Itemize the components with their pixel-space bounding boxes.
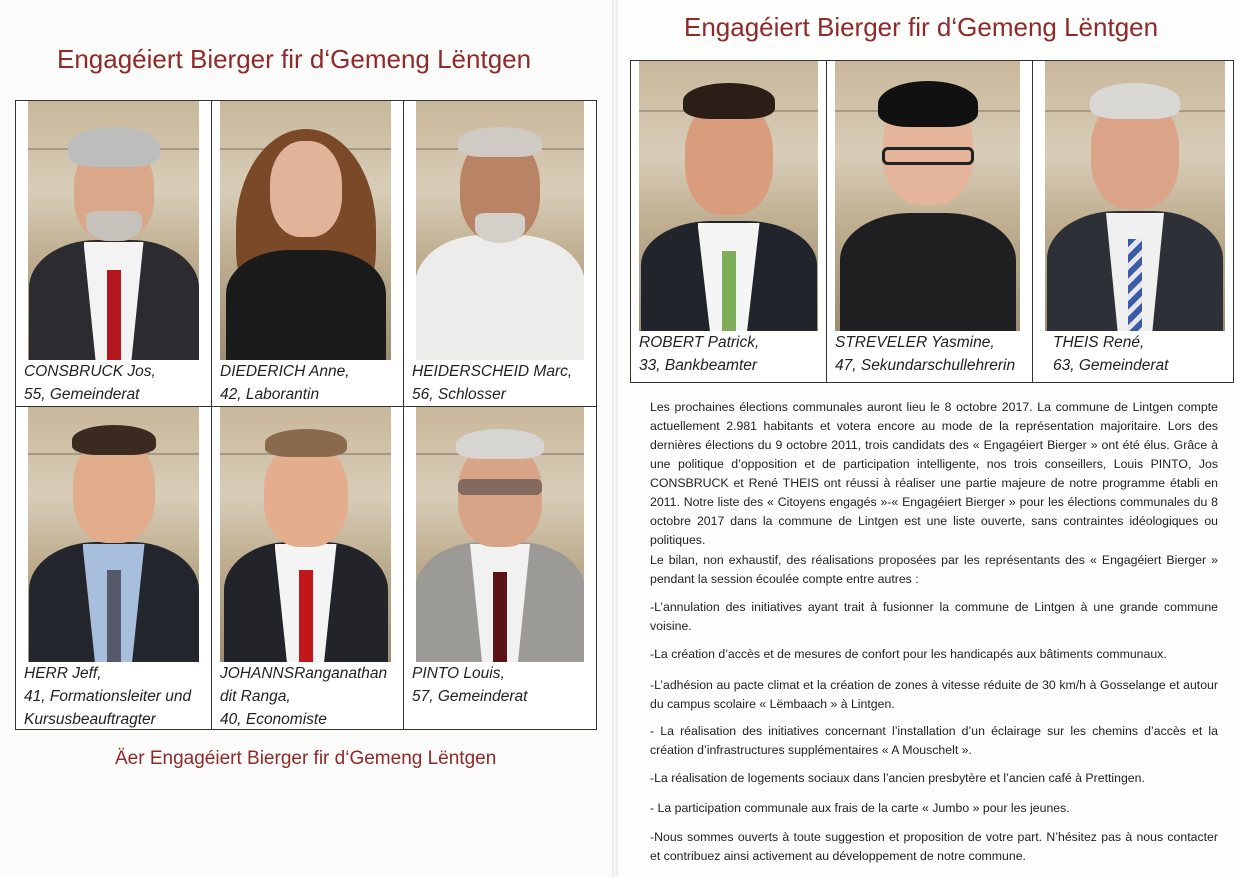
candidate-info: 57, Gemeinderat bbox=[412, 688, 528, 705]
bullet-jumbo: - La participation communale aux frais de la carte « Jumbo » pour les jeunes. bbox=[650, 801, 1070, 815]
candidate-name: DIEDERICH Anne, bbox=[220, 363, 350, 380]
candidate-name: ROBERT Patrick, bbox=[639, 334, 760, 351]
right-page-title: Engagéiert Bierger fir d‘Gemeng Lëntgen bbox=[684, 12, 1159, 42]
candidate-photo bbox=[835, 61, 1020, 331]
candidate-photo bbox=[416, 407, 584, 662]
bullet-logements: -La réalisation de logements sociaux dans l’ancien presbytère et l’ancien café à Prettingen. bbox=[650, 771, 1145, 785]
left-page-footer: Äer Engagéiert Bierger fir d‘Gemeng Lëntgen bbox=[115, 748, 497, 769]
candidate-info: 63, Gemeinderat bbox=[1053, 357, 1169, 374]
candidate-info: 56, Schlosser bbox=[412, 386, 506, 403]
candidate-info-extra: Kursusbeauftragter bbox=[24, 711, 156, 728]
candidate-name: HERR Jeff, bbox=[24, 665, 102, 682]
candidate-photo bbox=[28, 101, 199, 360]
bullet-handicapes: -La création d’accès et de mesures de confort pour les handicapés aux bâtiments communaux. bbox=[650, 647, 1167, 661]
bullet-pacte-climat: -L’adhésion au pacte climat et la création de zones à vitesse réduite de 30 km/h à Gosselange et autour du campus scolaire « Lëmbaach » à Lintgen. bbox=[650, 678, 1218, 711]
candidate-info: 42, Laborantin bbox=[220, 386, 320, 403]
candidate-photo bbox=[220, 101, 391, 360]
candidate-photo bbox=[639, 61, 818, 331]
candidate-card-theis bbox=[1032, 60, 1234, 383]
candidate-photo bbox=[28, 407, 199, 662]
bullet-annulation: -L’annulation des initiatives ayant trait à fusionner la commune de Lintgen à une grande commune voisine. bbox=[650, 600, 1218, 633]
candidate-card-heiderscheid bbox=[403, 100, 597, 407]
candidate-info-extra: 40, Economiste bbox=[220, 711, 327, 728]
candidate-name: HEIDERSCHEID Marc, bbox=[412, 363, 573, 380]
candidate-info: 33, Bankbeamter bbox=[639, 357, 758, 374]
candidate-name: CONSBRUCK Jos, bbox=[24, 363, 156, 380]
candidate-card-consbruck bbox=[15, 100, 212, 407]
candidate-info: dit Ranga, bbox=[220, 688, 291, 705]
candidate-info: 41, Formationsleiter und bbox=[24, 688, 192, 705]
page-fold bbox=[612, 0, 618, 877]
candidate-photo bbox=[220, 407, 391, 662]
candidate-photo bbox=[1045, 61, 1225, 331]
bullet-contact: -Nous sommes ouverts à toute suggestion et proposition de votre part. N’hésitez pas à nous contacter et contribuez ainsi activement au développement de notre commune. bbox=[650, 830, 1218, 863]
candidate-name: STREVELER Yasmine, bbox=[835, 334, 995, 351]
left-page-title: Engagéiert Bierger fir d‘Gemeng Lëntgen bbox=[57, 44, 532, 74]
candidate-name: PINTO Louis, bbox=[412, 665, 505, 682]
intro-paragraph: Les prochaines élections communales auront lieu le 8 octobre 2017. La commune de Lintgen compte actuellement 2.981 habitants et votera encore au mode de la représentation majoritaire. Lors des dernières élections du 9 octobre 2011, trois candidats des « Engagéiert Bierger » ont été élus. Grâce à une politique d’opposition et de participation intelligente, nos trois conseillers, Louis PINTO, Jos CONSBRUCK et René THEIS ont réussi à réaliser une partie majeure de notre programme établi en 2011. Notre liste des « Citoyens engagés »-« Engagéiert Bierger » pour les élections communales du 8 octobre 2017 dans la commune de Lintgen est une liste ouverte, sans contraintes idéologiques ou politiques. bbox=[650, 400, 1218, 547]
candidate-card-herr bbox=[15, 406, 212, 730]
candidate-info: 47, Sekundarschullehrerin bbox=[835, 357, 1016, 374]
bilan-paragraph: Le bilan, non exhaustif, des réalisations proposées par les représentants des « Engagéiert Bierger » pendant la session écoulée compte entre autres : bbox=[650, 553, 1218, 586]
candidate-card-pinto bbox=[403, 406, 597, 730]
bullet-eclairage: - La réalisation des initiatives concernant l’installation d’un éclairage sur les chemins d’accès et la création d’infrastructures supplémentaires « A Mouschelt ». bbox=[650, 724, 1218, 757]
candidate-card-streveler bbox=[826, 60, 1033, 383]
candidate-name: JOHANNSRanganathan bbox=[220, 665, 388, 682]
candidate-name: THEIS René, bbox=[1053, 334, 1145, 351]
candidate-photo bbox=[416, 101, 584, 360]
candidate-card-robert bbox=[630, 60, 827, 383]
candidate-info: 55, Gemeinderat bbox=[24, 386, 140, 403]
candidate-card-diederich bbox=[211, 100, 404, 407]
candidate-card-johanns bbox=[211, 406, 404, 730]
